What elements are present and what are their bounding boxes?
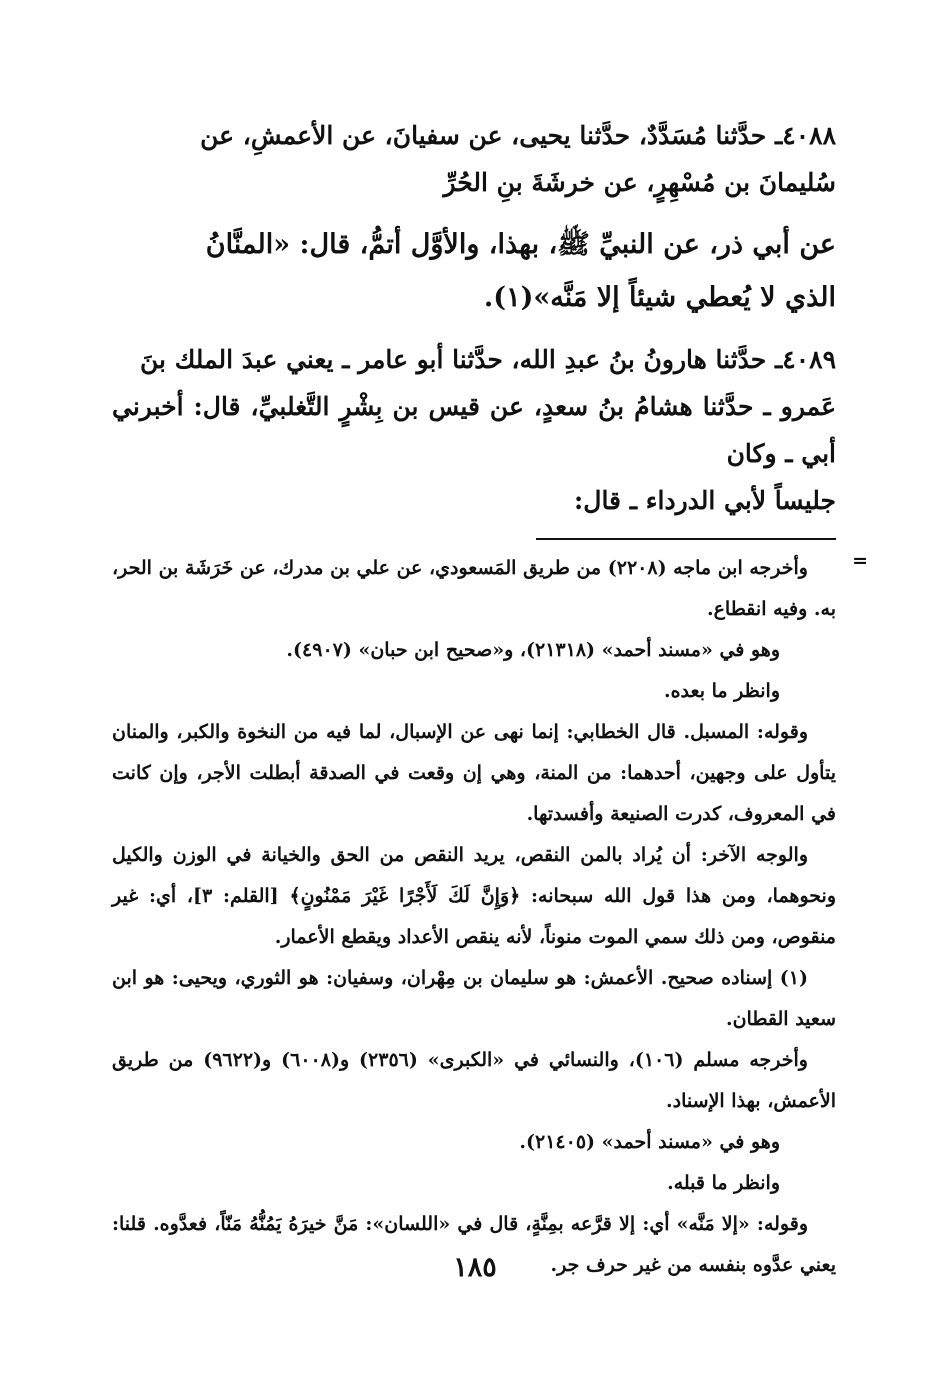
footnote-1: (١) إسناده صحيح. الأعمش: هو سليمان بن مِهْران، وسفيان: هو الثوري، ويحيى: هو ابن سعيد القطان. xyxy=(112,967,836,1030)
hadith-4088-line-2: سُليمانَ بن مُسْهِرٍ، عن خرشَةَ بنِ الحُرِّ xyxy=(443,168,836,197)
hadith-4088-matn-line-2: الذي لا يُعطي شيئاً إلا مَنَّه»(١). xyxy=(483,282,836,313)
page-number: ١٨٥ xyxy=(453,1252,497,1283)
footnote-divider xyxy=(536,538,836,540)
footnotes xyxy=(112,548,868,1286)
footnote-paragraph: وأخرجه مسلم (١٠٦)، والنسائي في «الكبرى» (٢٣٥٦) و(٦٠٠٨) و(٩٦٢٢) من طريق الأعمش، بهذا الإسناد. xyxy=(112,1049,836,1112)
footnote-paragraph: وقوله: «إلا مَنَّه» أي: إلا قرَّعه بمِنَّةٍ، قال في «اللسان»: مَنَّ خيرَهُ يَمُنُّهُ مَنّاً، فعدَّوه. قلنا: يعني عدَّوه بنفسه من غير حرف جر. xyxy=(112,1213,836,1276)
footnote-paragraph: والوجه الآخر: أن يُراد بالمن النقص، يريد النقص من الحق والخيانة في الوزن والكيل ونحوهما، ومن هذا قول الله سبحانه: ﴿وَإِنَّ لَكَ لَأَجْرًا غَيْرَ مَمْنُونٍ﴾ [القلم: ٣]، أي: غير منقوص، ومن ذلك سمي الموت منوناً، لأنه ينقص الأعداد ويقطع الأعمار. xyxy=(112,844,836,948)
hadith-text xyxy=(112,112,836,524)
hadith-4088-line-1: ٤٠٨٨ـ حدَّثنا مُسَدَّدٌ، حدَّثنا يحيى، عن سفيانَ، عن الأعمشِ، عن xyxy=(200,121,836,150)
page-body xyxy=(112,112,868,1286)
footnote-paragraph: وهو في «مسند أحمد» (٢١٣١٨)، و«صحيح ابن حبان» (٤٩٠٧). xyxy=(286,639,780,661)
hadith-4089-line-2: عَمرو ـ حدَّثنا هشامُ بنُ سعدٍ، عن قيس بن بِشْرٍ التَّغلبيِّ، قال: أخبرني أبي ـ وكان xyxy=(112,392,836,468)
continuation-mark: = xyxy=(852,550,868,572)
footnote-paragraph: وانظر ما قبله. xyxy=(667,1172,780,1194)
hadith-4088-matn-line-1: عن أبي ذر، عن النبيِّ ﷺ، بهذا، والأوَّل أتمُّ، قال: «المنَّانُ xyxy=(205,229,836,260)
footnote-paragraph: وانظر ما بعده. xyxy=(663,680,780,702)
hadith-4089-line-3: جليساً لأبي الدرداء ـ قال: xyxy=(574,486,836,515)
footnote-paragraph: وهو في «مسند أحمد» (٢١٤٠٥). xyxy=(519,1131,780,1153)
hadith-4089-line-1: ٤٠٨٩ـ حدَّثنا هارونُ بنُ عبدِ الله، حدَّثنا أبو عامر ـ يعني عبدَ الملك بنَ xyxy=(140,345,836,374)
footnote-paragraph: وأخرجه ابن ماجه (٢٢٠٨) من طريق المَسعودي، عن علي بن مدرك، عن خَرَشَة بن الحر، به. وفيه انقطاع. xyxy=(112,557,836,620)
footnote-paragraph: وقوله: المسبل. قال الخطابي: إنما نهى عن الإسبال، لما فيه من النخوة والكبر، والمنان يتأول على وجهين، أحدهما: من المنة، وهي إن وقعت في الصدقة أبطلت الأجر، وإن كانت في المعروف، كدرت الصنيعة وأفسدتها. xyxy=(112,721,836,825)
